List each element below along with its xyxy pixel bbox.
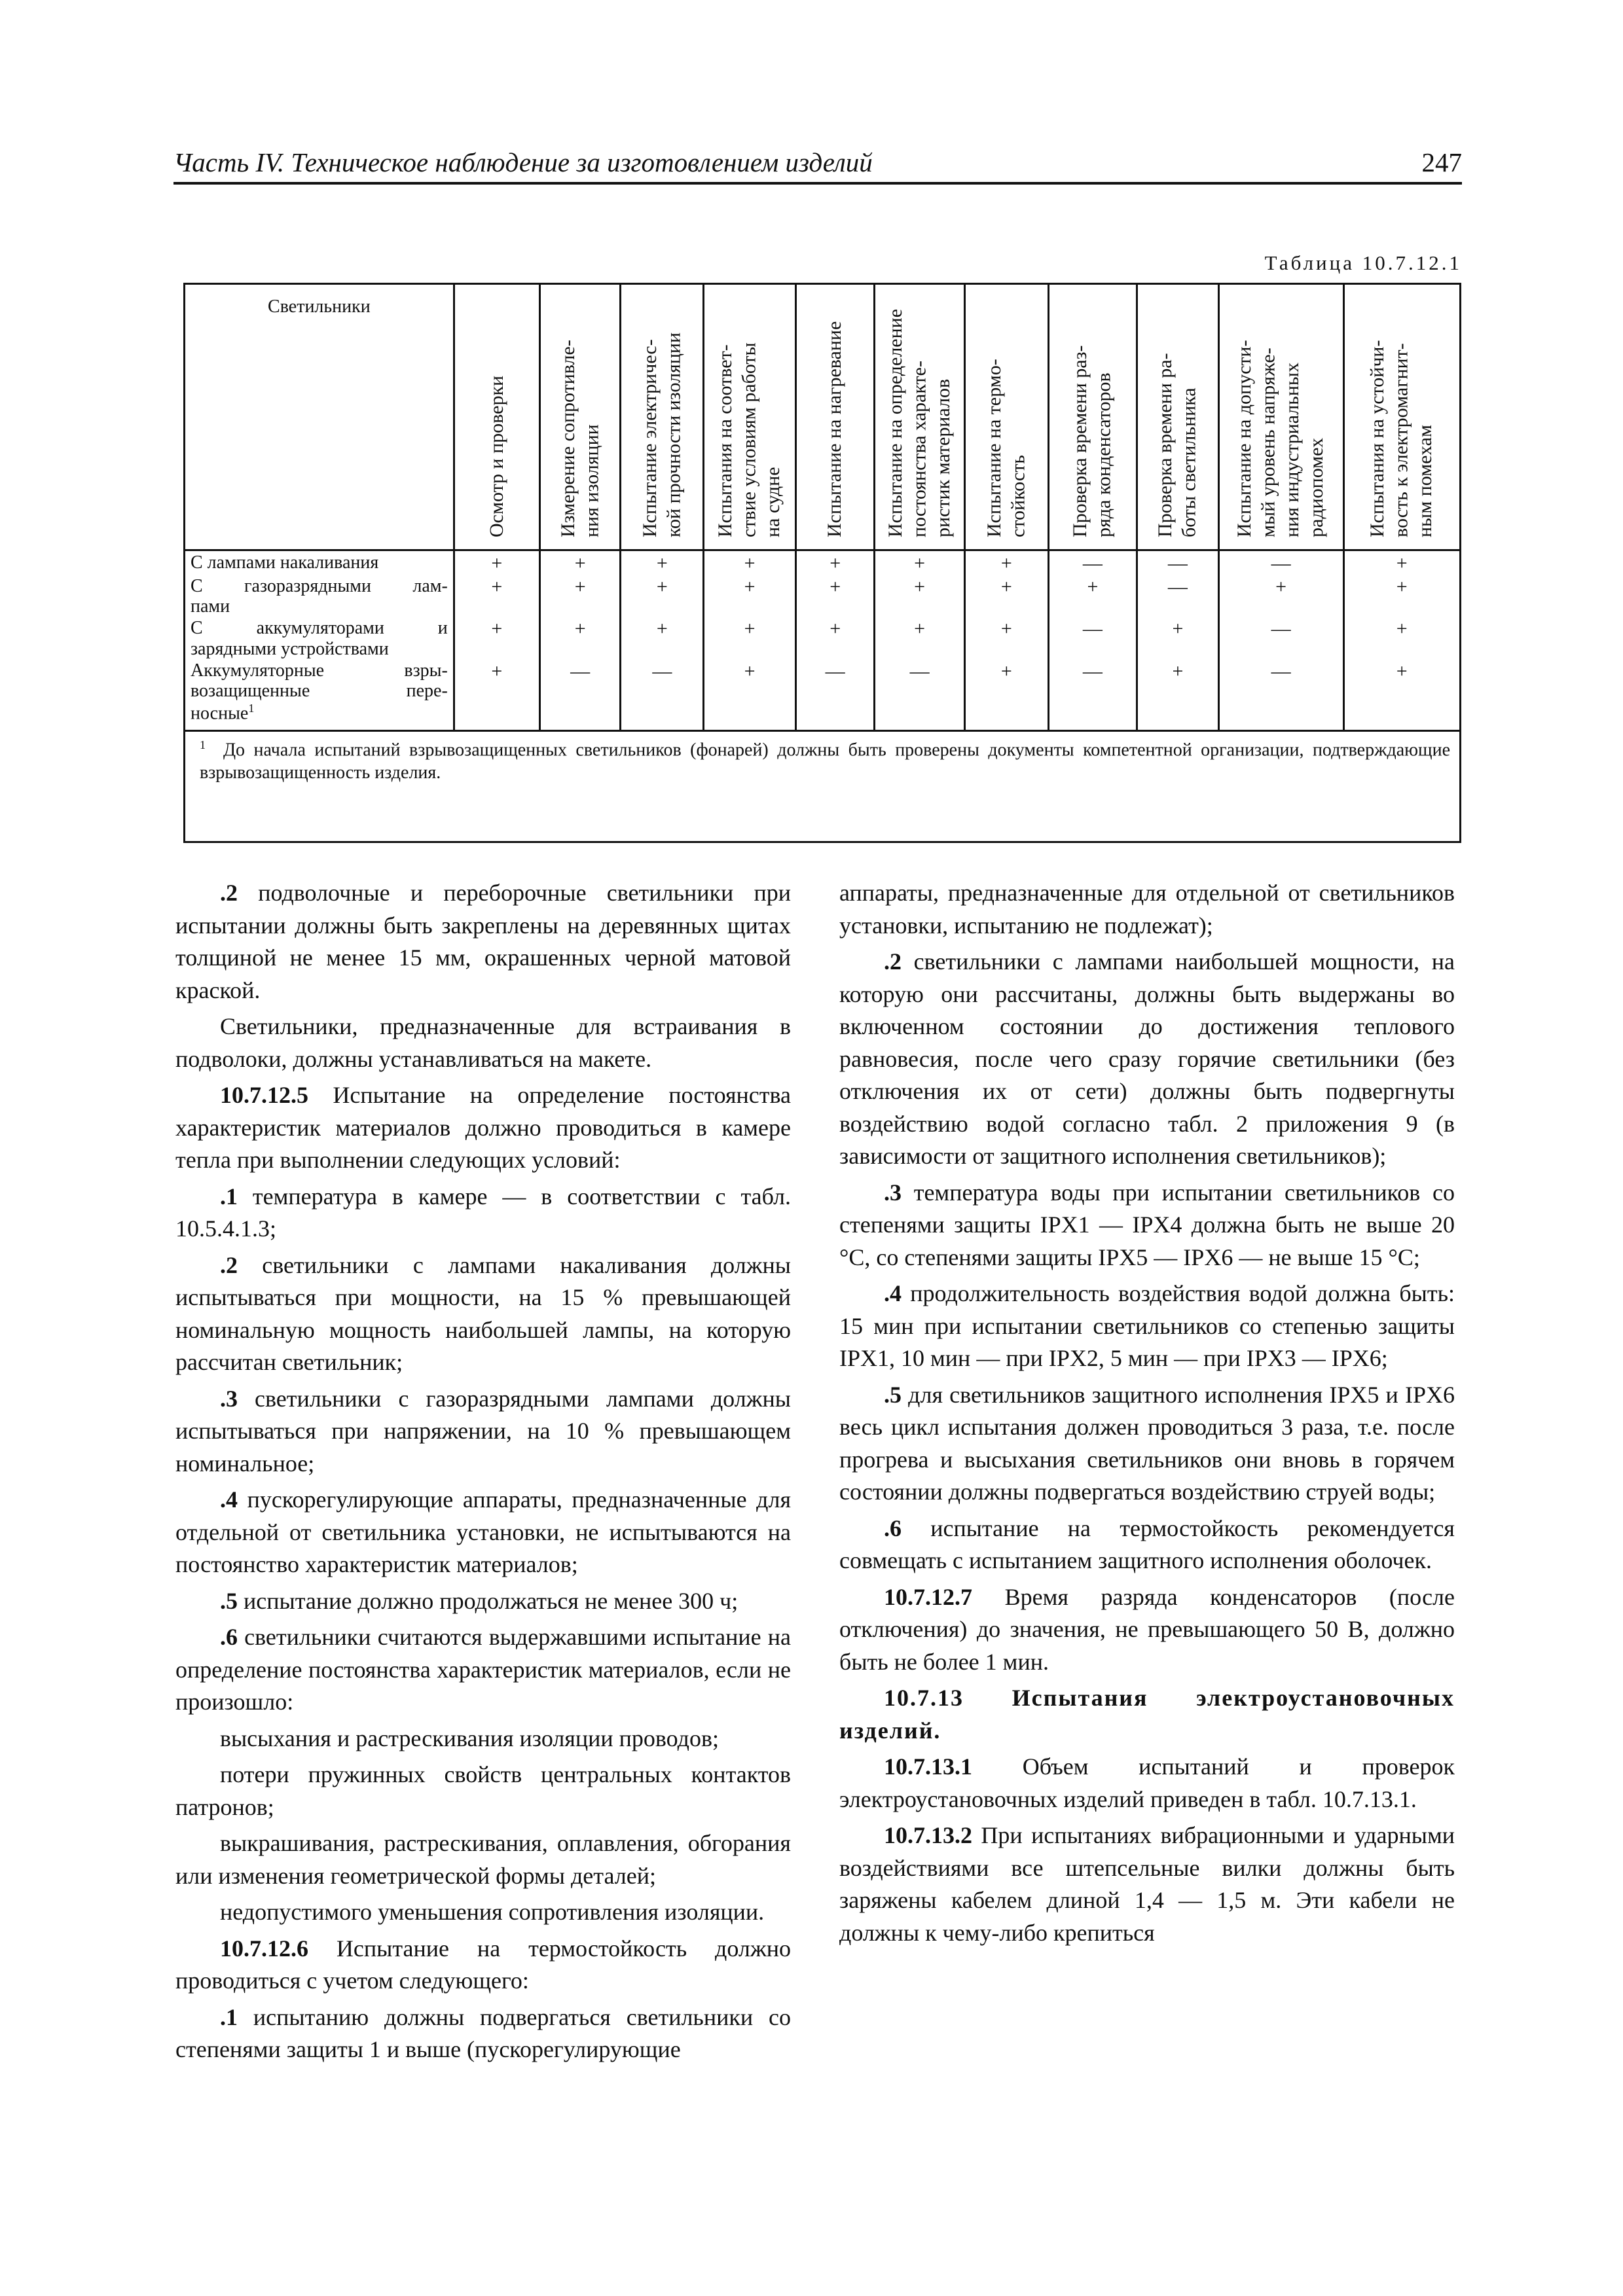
item-number: 10.7.12.6: [220, 1935, 308, 1962]
running-title: Часть IV. Техническое наблюдение за изготовлением изделий: [173, 147, 873, 177]
paragraph: [175, 1933, 791, 1998]
cell-not-required: [621, 659, 704, 731]
paragraph: [839, 946, 1455, 1173]
cell-required: [704, 659, 796, 731]
paragraph: [839, 1513, 1455, 1577]
paragraph-text: светильники с газоразрядными лампами должны испытываться при напряжении, на 10 % превышающем номинальное;: [175, 1385, 791, 1477]
row-name-line: С газоразрядными лам-: [191, 575, 448, 596]
cell-value: +: [656, 618, 668, 640]
paragraph: [839, 1278, 1455, 1375]
item-number: .3: [884, 1179, 902, 1206]
table-caption: Таблица 10.7.12.1: [1264, 251, 1462, 274]
cell-required: [621, 617, 704, 659]
cell-value: +: [744, 552, 756, 574]
paragraph: [175, 1621, 791, 1719]
table-column-header: [1218, 285, 1343, 550]
table-column-header: [964, 285, 1048, 550]
item-number: .2: [220, 1251, 238, 1278]
cell-not-required: [1137, 550, 1219, 575]
cell-required: [454, 575, 539, 617]
cell-required: [964, 659, 1048, 731]
cell-required: [964, 617, 1048, 659]
paragraph-text: аппараты, предназначенные для отдельной от светильников установки, испытанию не подлежат);: [839, 880, 1455, 939]
table-footnote: [185, 731, 1459, 789]
cell-value: +: [1172, 618, 1184, 640]
paragraph-text: При испытаниях вибрационными и ударными воздействиями все штепсельные вилки должны быть заряжены кабелем длиной 1,4 — 1,5 м. Эти кабели не должны к чему-либо крепиться: [839, 1822, 1455, 1946]
row-name-line: С аккумуляторами и: [191, 618, 448, 639]
paragraph: [175, 1585, 791, 1618]
paragraph-text: температура в камере — в соответствии с табл. 10.5.4.1.3;: [175, 1183, 791, 1242]
cell-required: [1137, 617, 1219, 659]
cell-value: +: [830, 618, 841, 640]
cell-required: [539, 550, 621, 575]
item-number: .6: [220, 1624, 238, 1650]
page-number: 247: [1421, 147, 1462, 177]
item-number: .1: [220, 1183, 238, 1210]
paragraph: [175, 1896, 791, 1929]
cell-not-required: [1218, 550, 1343, 575]
table-row: [185, 617, 1459, 659]
paragraph: [175, 2001, 791, 2066]
cell-required: [1343, 550, 1459, 575]
cell-required: [454, 659, 539, 731]
running-head: [173, 141, 1462, 185]
right-text-column: [839, 877, 1455, 1953]
paragraph-text: подволочные и переборочные светильники при испытании должны быть закреплены на деревянных щитах толщиной не менее 15 мм, окрашенных черной матовой краской.: [175, 880, 791, 1003]
row-name: [185, 575, 454, 617]
item-number: .3: [220, 1385, 238, 1412]
cell-value: +: [914, 575, 926, 598]
cell-not-required: [875, 659, 964, 731]
paragraph-text: светильники с лампами накаливания должны испытываться при мощности, на 15 % превышающей номинальную мощность наибольшей лампы, на которую рассчитан светильник;: [175, 1251, 791, 1375]
row-name-line: носные: [191, 703, 249, 724]
cell-value: +: [1000, 575, 1012, 598]
column-header-label: Осмотр и проверки: [485, 375, 507, 537]
row-name: [185, 659, 454, 731]
paragraph-text: недопустимого уменьшения сопротивления изоляции.: [220, 1899, 765, 1925]
cell-required: [454, 550, 539, 575]
cell-value: +: [744, 575, 756, 598]
row-footnote-mark: 1: [248, 701, 255, 715]
cell-required: [1218, 575, 1343, 617]
item-number: .6: [884, 1515, 902, 1541]
cell-required: [795, 550, 874, 575]
cell-required: [795, 575, 874, 617]
cell-required: [704, 617, 796, 659]
paragraph: [175, 1383, 791, 1480]
paragraph: [175, 1181, 791, 1246]
column-header-label: Проверка времени раз- ряда конденсаторов: [1069, 345, 1115, 537]
column-header-label: Испытания на соответ- ствие условиям работы на судне: [714, 342, 784, 537]
paragraph-text: высыхания и растрескивания изоляции проводов;: [220, 1725, 719, 1751]
paragraph-text: испытание на термостойкость рекомендуется совмещать с испытанием защитного исполнения оболочек.: [839, 1515, 1455, 1573]
item-number: 10.7.12.5: [220, 1082, 308, 1108]
cell-value: —: [652, 660, 672, 683]
cell-value: +: [491, 552, 503, 574]
item-number: .2: [220, 880, 238, 906]
column-header-label: Проверка времени ра- боты светильника: [1154, 353, 1200, 537]
cell-required: [621, 575, 704, 617]
paragraph: [839, 1177, 1455, 1274]
paragraph-text: Светильники, предназначенные для встраивания в подволоки, должны устанавливаться на макете.: [175, 1013, 791, 1072]
cell-required: [795, 617, 874, 659]
specification-table: [183, 283, 1461, 843]
cell-required: [704, 575, 796, 617]
item-number: .5: [220, 1587, 238, 1614]
cell-required: [1048, 575, 1137, 617]
paragraph: [175, 1723, 791, 1755]
cell-required: [1343, 575, 1459, 617]
left-text-column: [175, 877, 791, 2070]
item-number: .4: [220, 1486, 238, 1513]
footnote-text: До начала испытаний взрывозащищенных светильников (фонарей) должны быть проверены документы компетентной организации, подтверждающие взрывозащищенность изделия.: [200, 740, 1451, 783]
cell-not-required: [1048, 617, 1137, 659]
cell-not-required: [1218, 659, 1343, 731]
column-header-label: Испытание на допусти- мый уровень напряже- ния индустриальных радиопомех: [1233, 340, 1328, 537]
row-name: [185, 617, 454, 659]
paragraph-text: продолжительность воздействия водой должна быть: 15 мин при испытании светильников со степенью защиты IPX1, 10 мин — при IPX2, 5 мин — при IPX3 — IPX6;: [839, 1280, 1455, 1371]
section-heading: [839, 1682, 1455, 1747]
cell-value: +: [830, 552, 841, 574]
table-row: [185, 659, 1459, 731]
paragraph: [175, 1079, 791, 1177]
cell-value: +: [574, 575, 586, 598]
paragraph: [839, 1581, 1455, 1679]
column-header-label: Испытание электричес- кой прочности изоляции: [638, 332, 685, 537]
paragraph: [839, 877, 1455, 942]
row-name-line: пами: [191, 596, 230, 617]
paragraph: [839, 1379, 1455, 1509]
paragraph-text: пускорегулирующие аппараты, предназначенные для отдельной от светильника установки, не испытываются на постоянство характеристик материалов;: [175, 1486, 791, 1577]
table-column-header: [1137, 285, 1219, 550]
paragraph: [175, 1827, 791, 1892]
cell-value: +: [574, 618, 586, 640]
cell-value: +: [1172, 660, 1184, 683]
column-header-label: Испытания на устойчи- вость к электромагнит- ным помехам: [1366, 340, 1436, 537]
table-column-header: [454, 285, 539, 550]
cell-value: +: [1000, 618, 1012, 640]
paragraph-text: испытанию должны подвергаться светильники со степенями защиты 1 и выше (пускорегулирующие: [175, 2003, 791, 2062]
column-header-label: Измерение сопротивле- ния изоляции: [556, 340, 603, 537]
paragraph-text: испытание должно продолжаться не менее 300 ч;: [238, 1587, 739, 1614]
cell-value: —: [1271, 618, 1291, 640]
paragraph-text: Испытание на термостойкость должно проводиться с учетом следующего:: [175, 1935, 791, 1994]
paragraph-text: потери пружинных свойств центральных контактов патронов;: [175, 1761, 791, 1820]
cell-value: —: [570, 660, 591, 683]
paragraph-text: Объем испытаний и проверок электроустановочных изделий приведен в табл. 10.7.13.1.: [839, 1753, 1455, 1812]
paragraph-text: выкрашивания, растрескивания, оплавления, обгорания или изменения геометрической формы деталей;: [175, 1830, 791, 1889]
table-column-header: [795, 285, 874, 550]
row-name: [185, 550, 454, 575]
cell-value: —: [1082, 660, 1103, 683]
row-name-line: Аккумуляторные взры-: [191, 660, 448, 681]
table-column-header: [875, 285, 964, 550]
cell-value: —: [1167, 575, 1188, 598]
cell-required: [875, 575, 964, 617]
cell-not-required: [1048, 659, 1137, 731]
cell-value: +: [744, 618, 756, 640]
item-number: 10.7.13.1: [884, 1753, 972, 1780]
cell-value: —: [1082, 618, 1103, 640]
cell-required: [621, 550, 704, 575]
item-number: .2: [884, 948, 902, 975]
paragraph-text: температура воды при испытании светильников со степенями защиты IPX1 — IPX4 должна быть не выше 20 °С, со степенями защиты IPX5 — IPX6 — не выше 15 °С;: [839, 1179, 1455, 1270]
table-column-header: [539, 285, 621, 550]
column-header-label: Испытание на определение постоянства характе- ристик материалов: [884, 308, 954, 537]
paragraph: [175, 1011, 791, 1075]
cell-value: +: [574, 552, 586, 574]
cell-value: —: [909, 660, 930, 683]
row-name-line: возащищенные пере-: [191, 681, 448, 702]
cell-value: +: [491, 575, 503, 598]
cell-value: +: [1396, 660, 1408, 683]
paragraph: [175, 877, 791, 1007]
cell-value: +: [744, 660, 756, 683]
paragraph: [175, 1249, 791, 1379]
table-column-header: [1343, 285, 1459, 550]
table-footnote-row: [185, 731, 1459, 789]
row-name-line: зарядными устройствами: [191, 638, 389, 659]
cell-value: —: [1271, 660, 1291, 683]
item-number: 10.7.13.2: [884, 1822, 972, 1848]
cell-required: [875, 550, 964, 575]
paragraph-text: Время разряда конденсаторов (после отключения) до значения, не превышающего 50 В, должно быть не более 1 мин.: [839, 1583, 1455, 1675]
cell-value: +: [1000, 552, 1012, 574]
cell-value: +: [656, 552, 668, 574]
item-number: 10.7.12.7: [884, 1583, 972, 1610]
cell-required: [1343, 659, 1459, 731]
row-name-line: С лампами накаливания: [191, 552, 379, 573]
table-column-header: [1048, 285, 1137, 550]
cell-value: —: [1167, 552, 1188, 574]
paragraph-text: светильники с лампами наибольшей мощности, на которую они рассчитаны, должны быть выдержаны во включенном состоянии до достижения теплового равновесия, после чего сразу горячие светильники (без отключения их от сети) должны быть подвергнуты воздействию водой согласно табл. 2 приложения 9 (в зависимости от защитного исполнения светильников);: [839, 948, 1455, 1169]
paragraph: [175, 1759, 791, 1823]
cell-not-required: [539, 659, 621, 731]
cell-value: +: [491, 618, 503, 640]
cell-required: [454, 617, 539, 659]
cell-value: +: [1396, 618, 1408, 640]
paragraph-text: для светильников защитного исполнения IPX5 и IPX6 весь цикл испытания должен проводиться 3 раза, т.е. после прогрева и высыхания светильников они вновь в горячем состоянии должны подвергаться воздействию струей воды;: [839, 1381, 1455, 1505]
cell-value: +: [1087, 575, 1099, 598]
item-number: .1: [220, 2003, 238, 2030]
cell-required: [539, 575, 621, 617]
cell-value: +: [830, 575, 841, 598]
cell-not-required: [1218, 617, 1343, 659]
cell-not-required: [1048, 550, 1137, 575]
paragraph: [839, 1751, 1455, 1816]
cell-value: —: [1271, 552, 1291, 574]
cell-required: [875, 617, 964, 659]
column-header-label: Испытание на нагревание: [824, 321, 846, 537]
cell-not-required: [795, 659, 874, 731]
cell-not-required: [1137, 575, 1219, 617]
cell-value: +: [1000, 660, 1012, 683]
table-grid: [185, 285, 1459, 789]
item-number: .5: [884, 1381, 902, 1408]
paragraph-text: 10.7.13 Испытания электроустановочных изделий.: [839, 1685, 1455, 1744]
cell-required: [1343, 617, 1459, 659]
table-row: [185, 575, 1459, 617]
table-header-row: [185, 285, 1459, 550]
paragraph: [839, 1820, 1455, 1949]
paragraph-text: светильники считаются выдержавшими испытание на определение постоянства характеристик материалов, если не произошло:: [175, 1624, 791, 1715]
cell-value: +: [1396, 552, 1408, 574]
cell-value: —: [1082, 552, 1103, 574]
footnote-mark: 1: [200, 738, 206, 752]
cell-required: [539, 617, 621, 659]
cell-value: —: [825, 660, 845, 683]
table-row: [185, 550, 1459, 575]
cell-required: [964, 575, 1048, 617]
cell-value: +: [1275, 575, 1287, 598]
cell-required: [1137, 659, 1219, 731]
paragraph-text: Испытание на определение постоянства характеристик материалов должно проводиться в камере тепла при выполнении следующих условий:: [175, 1082, 791, 1173]
cell-required: [704, 550, 796, 575]
table-column-header: [621, 285, 704, 550]
cell-value: +: [656, 575, 668, 598]
column-header-label: Испытание на термо- стойкость: [983, 359, 1029, 537]
item-number: .4: [884, 1280, 902, 1306]
cell-value: +: [914, 618, 926, 640]
cell-value: +: [1396, 575, 1408, 598]
table-header-luminaires: Светильники: [185, 285, 454, 550]
cell-required: [964, 550, 1048, 575]
cell-value: +: [914, 552, 926, 574]
paragraph: [175, 1484, 791, 1581]
table-column-header: [704, 285, 796, 550]
cell-value: +: [491, 660, 503, 683]
